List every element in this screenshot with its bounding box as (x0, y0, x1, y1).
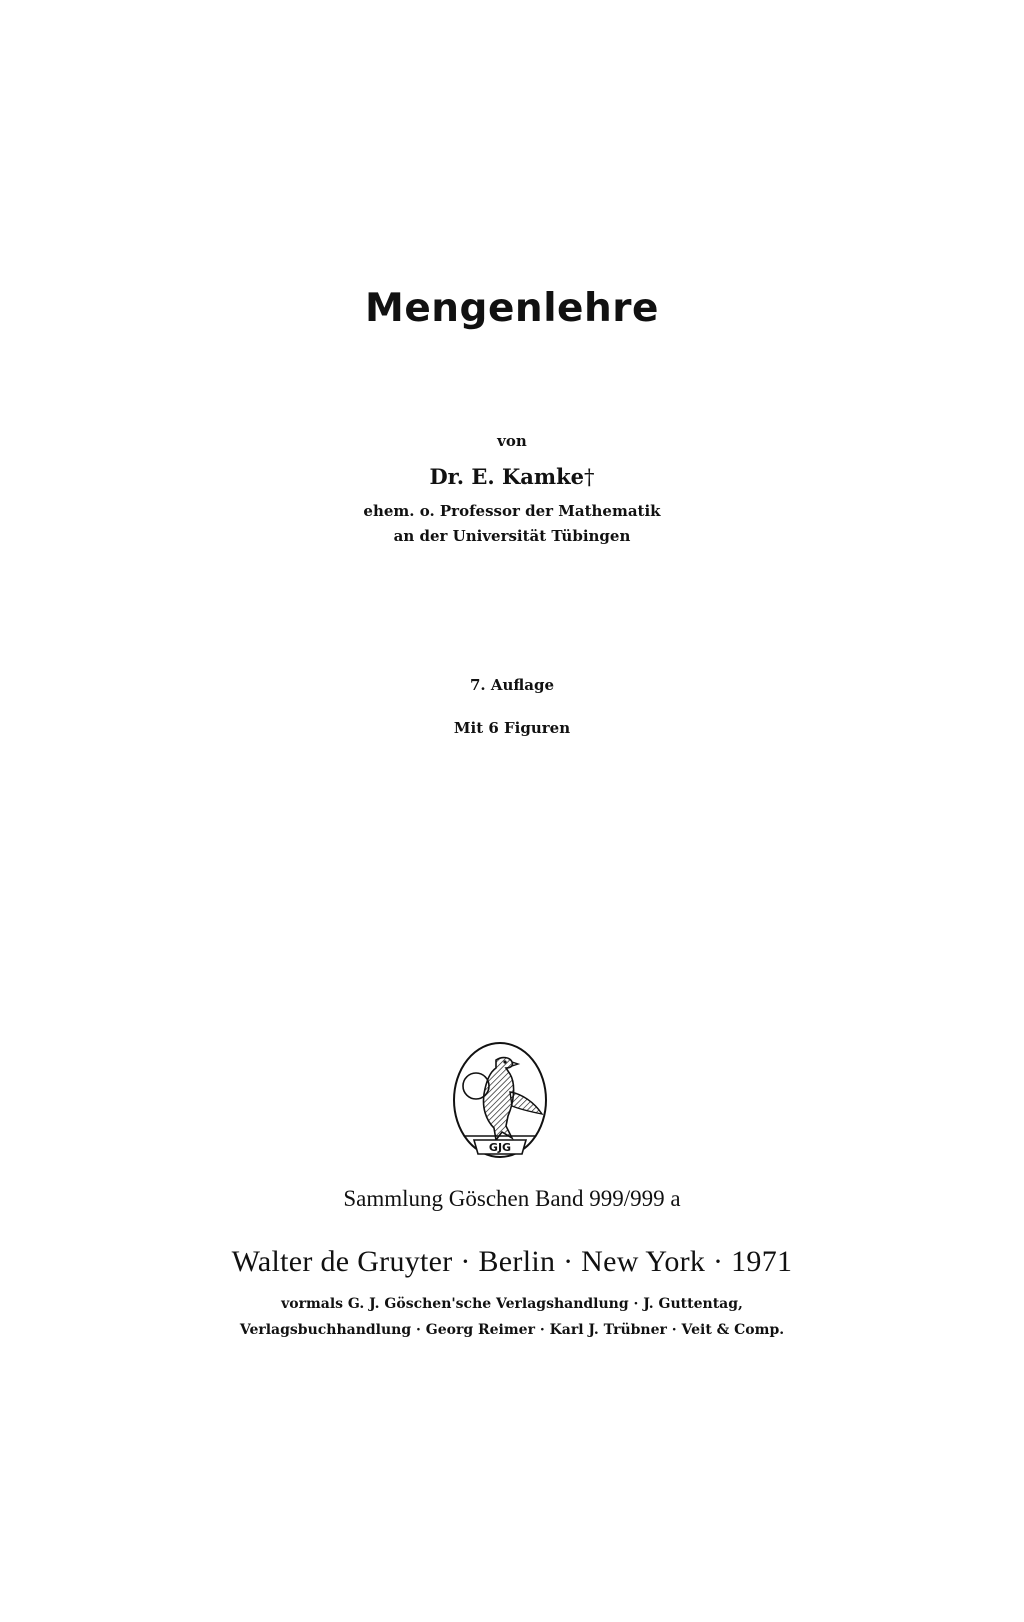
affiliation-line-2: an der Universität Tübingen (393, 527, 631, 545)
series-line: Sammlung Göschen Band 999/999 a (343, 1186, 681, 1211)
by-label: von (497, 432, 527, 450)
book-title: Mengenlehre (365, 286, 659, 331)
figures-label: Mit 6 Figuren (453, 719, 571, 737)
edition-label: 7. Auflage (469, 676, 555, 694)
author-name: Dr. E. Kamke (429, 464, 585, 489)
logo-monogram: GJG (488, 1141, 512, 1154)
former-publisher-line-2: Verlagsbuchhandlung · Georg Reimer · Karl J. Trübner · Veit & Comp. (239, 1322, 785, 1338)
publisher-logo (450, 1040, 550, 1164)
deceased-mark: † (584, 465, 595, 489)
affiliation-line-1: ehem. o. Professor der Mathematik (363, 502, 661, 520)
publisher-line: Walter de Gruyter · Berlin · New York · 1971 (231, 1245, 793, 1278)
author-line (0, 464, 1024, 489)
former-publisher-line-1: vormals G. J. Göschen'sche Verlagshandlung · J. Guttentag, (281, 1296, 743, 1312)
eagle-emblem-icon (450, 1040, 550, 1164)
